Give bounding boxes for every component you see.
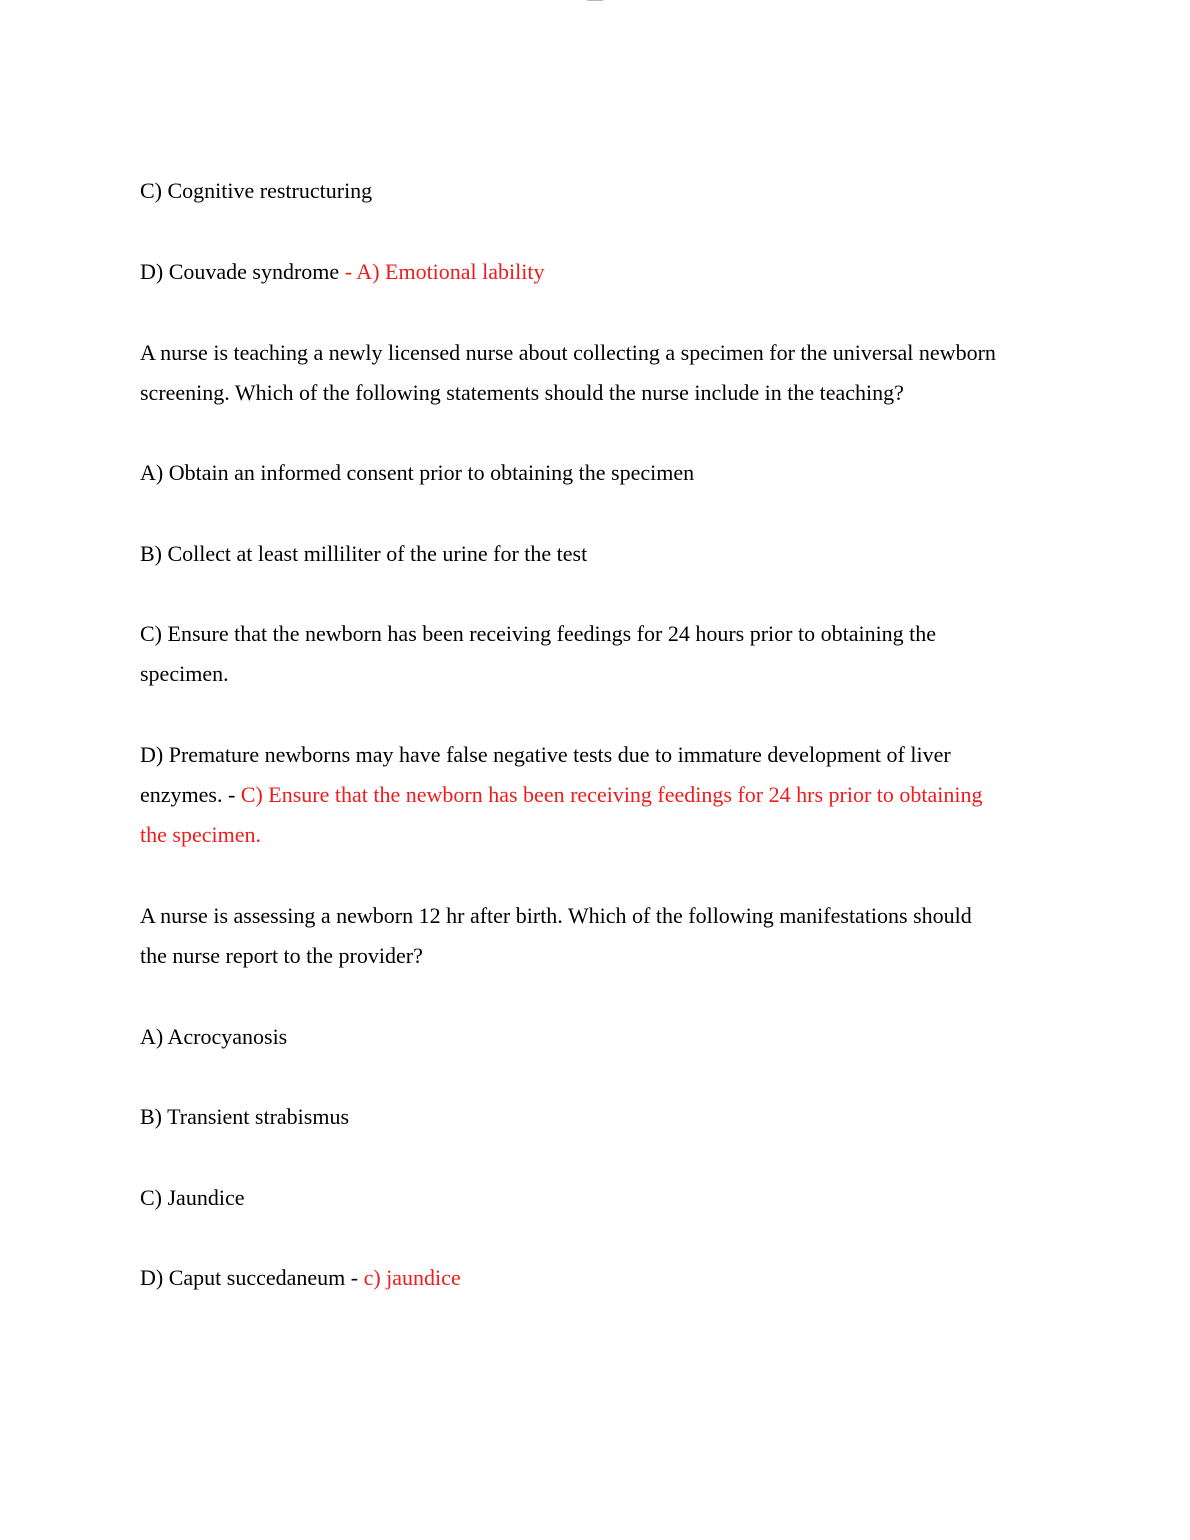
prev-option-d-text: D) Couvade syndrome [140,259,340,284]
q2-option-a-text: A) Acrocyanosis [140,1024,288,1049]
q1-question-text-1: A nurse is teaching a newly licensed nurse about collecting a specimen for the universal newborn [140,340,996,365]
q1-option-c-text-2: specimen. [140,661,229,686]
q1-option-d-text-2: enzymes. - [140,782,241,807]
q2-answer: c) jaundice [363,1265,461,1290]
q2-question-line-1 [140,896,1060,936]
q2-option-c-text: C) Jaundice [140,1185,245,1210]
prev-option-c-text: C) Cognitive restructuring [140,178,373,203]
q2-question-line-2 [140,936,1060,976]
q2-option-d [140,1258,1060,1298]
q1-answer-line-2-row [140,815,1060,855]
q1-option-c-text-1: C) Ensure that the newborn has been receiving feedings for 24 hours prior to obtaining the [140,621,937,646]
q1-answer-line-2: the specimen. [140,822,261,847]
q2-option-b-text: B) Transient strabismus [140,1104,350,1129]
q1-option-c-line-2 [140,654,1060,694]
q1-option-a-text: A) Obtain an informed consent prior to obtaining the specimen [140,460,695,485]
q1-option-a [140,453,1060,493]
q2-option-d-text: D) Caput succedaneum - [140,1265,364,1290]
q2-option-b [140,1097,1060,1137]
q2-option-a [140,1017,1060,1057]
q2-option-c [140,1178,1060,1218]
q1-option-d-text-1: D) Premature newborns may have false negative tests due to immature development of liver [140,742,951,767]
q1-option-d-line-2 [140,775,1060,815]
q1-option-b [140,534,1060,574]
q1-question-line-1 [140,333,1060,373]
prev-answer: - A) Emotional lability [339,259,545,284]
q1-option-d-line-1 [140,735,1060,775]
q2-question-text-1: A nurse is assessing a newborn 12 hr after birth. Which of the following manifestations should [140,903,972,928]
q1-option-c-line-1 [140,614,1060,654]
prev-option-c [140,171,1060,211]
q1-option-b-text: B) Collect at least milliliter of the urine for the test [140,541,588,566]
page-top-mark [587,0,603,1]
q1-question-text-2: screening. Which of the following statements should the nurse include in the teaching? [140,380,904,405]
q1-question-line-2 [140,373,1060,413]
q1-answer-line-1: C) Ensure that the newborn has been receiving feedings for 24 hrs prior to obtaining [240,782,983,807]
q2-question-text-2: the nurse report to the provider? [140,943,423,968]
prev-option-d [140,252,1060,292]
